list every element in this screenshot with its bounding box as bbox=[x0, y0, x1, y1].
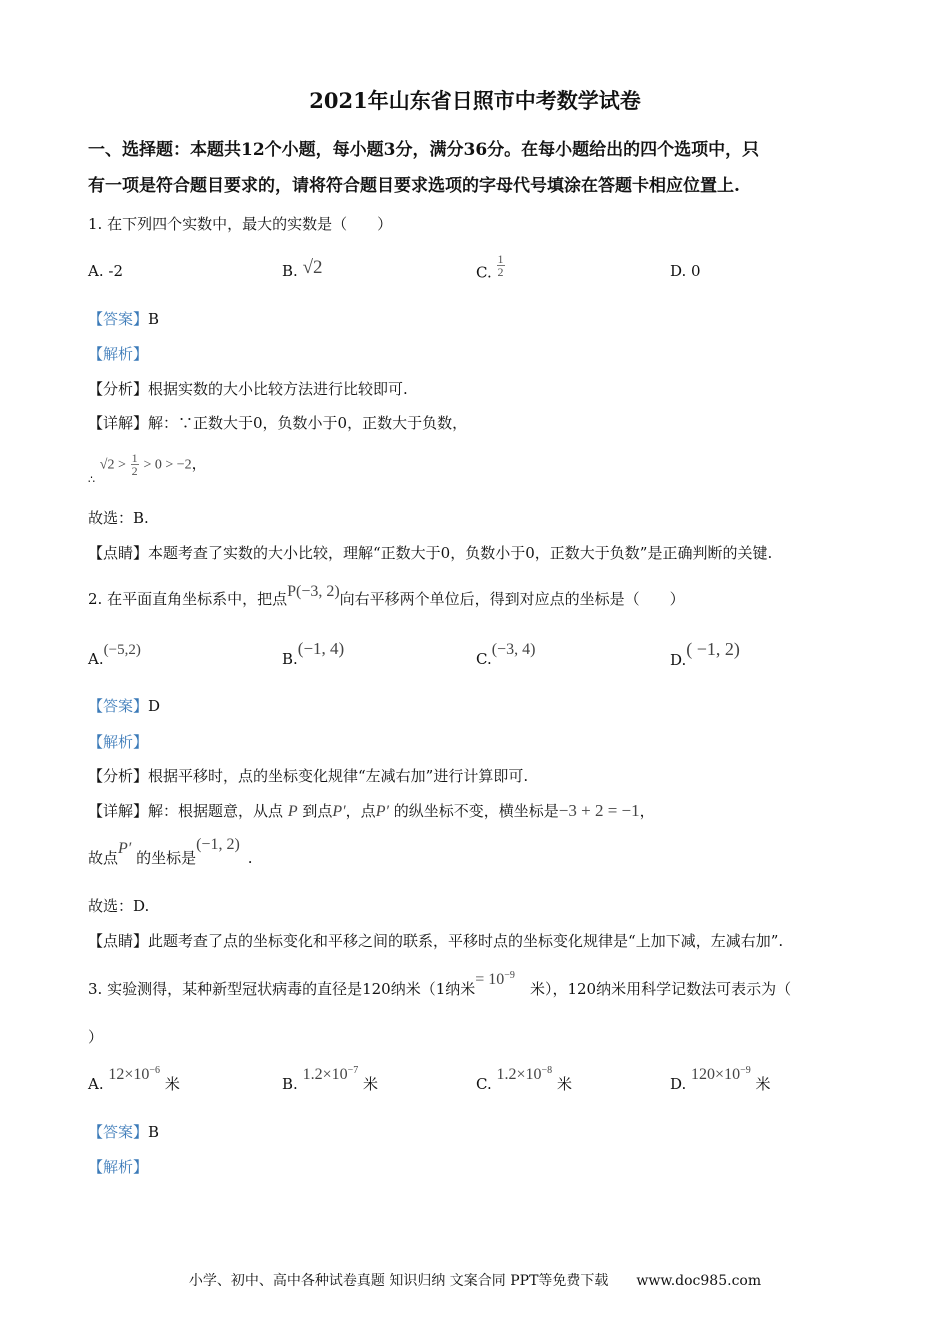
q2-conclusion: 故点P′ 的坐标是(−1, 2). bbox=[88, 836, 253, 867]
q2-option-b: B.(−1, 4) bbox=[282, 639, 345, 668]
q2-answer: 【答案】D bbox=[88, 697, 161, 715]
q3-option-b: B. $1.2\times 10^{-7}$ 米 bbox=[282, 1065, 379, 1093]
q1-xiangjie: 【详解】解：∵正数大于0，负数小于0，正数大于负数， bbox=[88, 414, 468, 432]
q1-option-c: C. $\frac{1}{2}$ bbox=[476, 252, 504, 282]
q2-option-c: C.(−3, 4) bbox=[476, 641, 536, 668]
footer: 小学、初中、高中各种试卷真题 知识归纳 文案合同 PPT等免费下载 www.doc985.com bbox=[188, 1273, 762, 1289]
q2-fenxi: 【分析】根据平移时，点的坐标变化规律“左减右加”进行计算即可. bbox=[88, 767, 529, 785]
q2-xiangjie: 【详解】解：根据题意，从点 P 到点P′，点P′ 的纵坐标不变，横坐标是−3 + 2 = −1， bbox=[88, 801, 655, 820]
q1-option-b: B. √2 bbox=[282, 257, 323, 280]
q1-stem: 1. 在下列四个实数中，最大的实数是（ ） bbox=[88, 215, 393, 233]
q1-option-d: D. 0 bbox=[670, 262, 701, 280]
q1-choose: 故选：B. bbox=[88, 509, 149, 527]
q2-choose: 故选：D. bbox=[88, 897, 150, 915]
q3-option-d: D. $120\times 10^{-9}$ 米 bbox=[670, 1065, 771, 1093]
section-heading-line2: 有一项是符合题目要求的，请将符合题目要求选项的字母代号填涂在答题卡相应位置上. bbox=[88, 176, 740, 196]
q1-answer: 【答案】B bbox=[88, 310, 160, 328]
footer-link[interactable]: www.doc985.com bbox=[636, 1273, 762, 1289]
q1-option-a: A. -2 bbox=[88, 262, 124, 280]
q3-option-c: C. $1.2\times 10^{-8}$ 米 bbox=[476, 1065, 572, 1093]
q1-dianjing: 【点睛】本题考查了实数的大小比较，理解“正数大于0，负数小于0，正数大于负数”是正确判断的关键. bbox=[88, 544, 773, 562]
q2-stem: 2. 在平面直角坐标系中，把点P(−3, 2)向右平移两个单位后，得到对应点的坐标是（ ） bbox=[88, 583, 685, 608]
q1-jiexi-label: 【解析】 bbox=[88, 345, 149, 363]
q3-option-a: A. $12\times 10^{-6}$ 米 bbox=[88, 1065, 180, 1093]
q2-option-d: D.( −1, 2) bbox=[670, 639, 740, 669]
q2-option-a: A.(−5,2) bbox=[88, 642, 141, 668]
q1-inequality: $_\therefore$ √2 > $\frac{1}{2}$ > 0 > −2， bbox=[88, 451, 207, 486]
q1-fenxi: 【分析】根据实数的大小比较方法进行比较即可. bbox=[88, 380, 408, 398]
q3-jiexi-label: 【解析】 bbox=[88, 1158, 149, 1176]
page-title: 2021年山东省日照市中考数学试卷 bbox=[309, 88, 641, 113]
q3-answer: 【答案】B bbox=[88, 1123, 160, 1141]
q2-jiexi-label: 【解析】 bbox=[88, 733, 149, 751]
q3-stem-close: ） bbox=[88, 1028, 104, 1046]
q2-dianjing: 【点睛】此题考查了点的坐标变化和平移之间的联系，平移时点的坐标变化规律是“上加下减，左减右加”. bbox=[88, 932, 784, 950]
q3-stem: 3. 实验测得，某种新型冠状病毒的直径是120纳米（1纳米= $10^{-9}$ 米），120纳米用科学记数法可表示为（ bbox=[88, 970, 792, 998]
section-heading-line1: 一、选择题：本题共12个小题，每小题3分，满分36分。在每小题给出的四个选项中，只 bbox=[88, 140, 760, 160]
